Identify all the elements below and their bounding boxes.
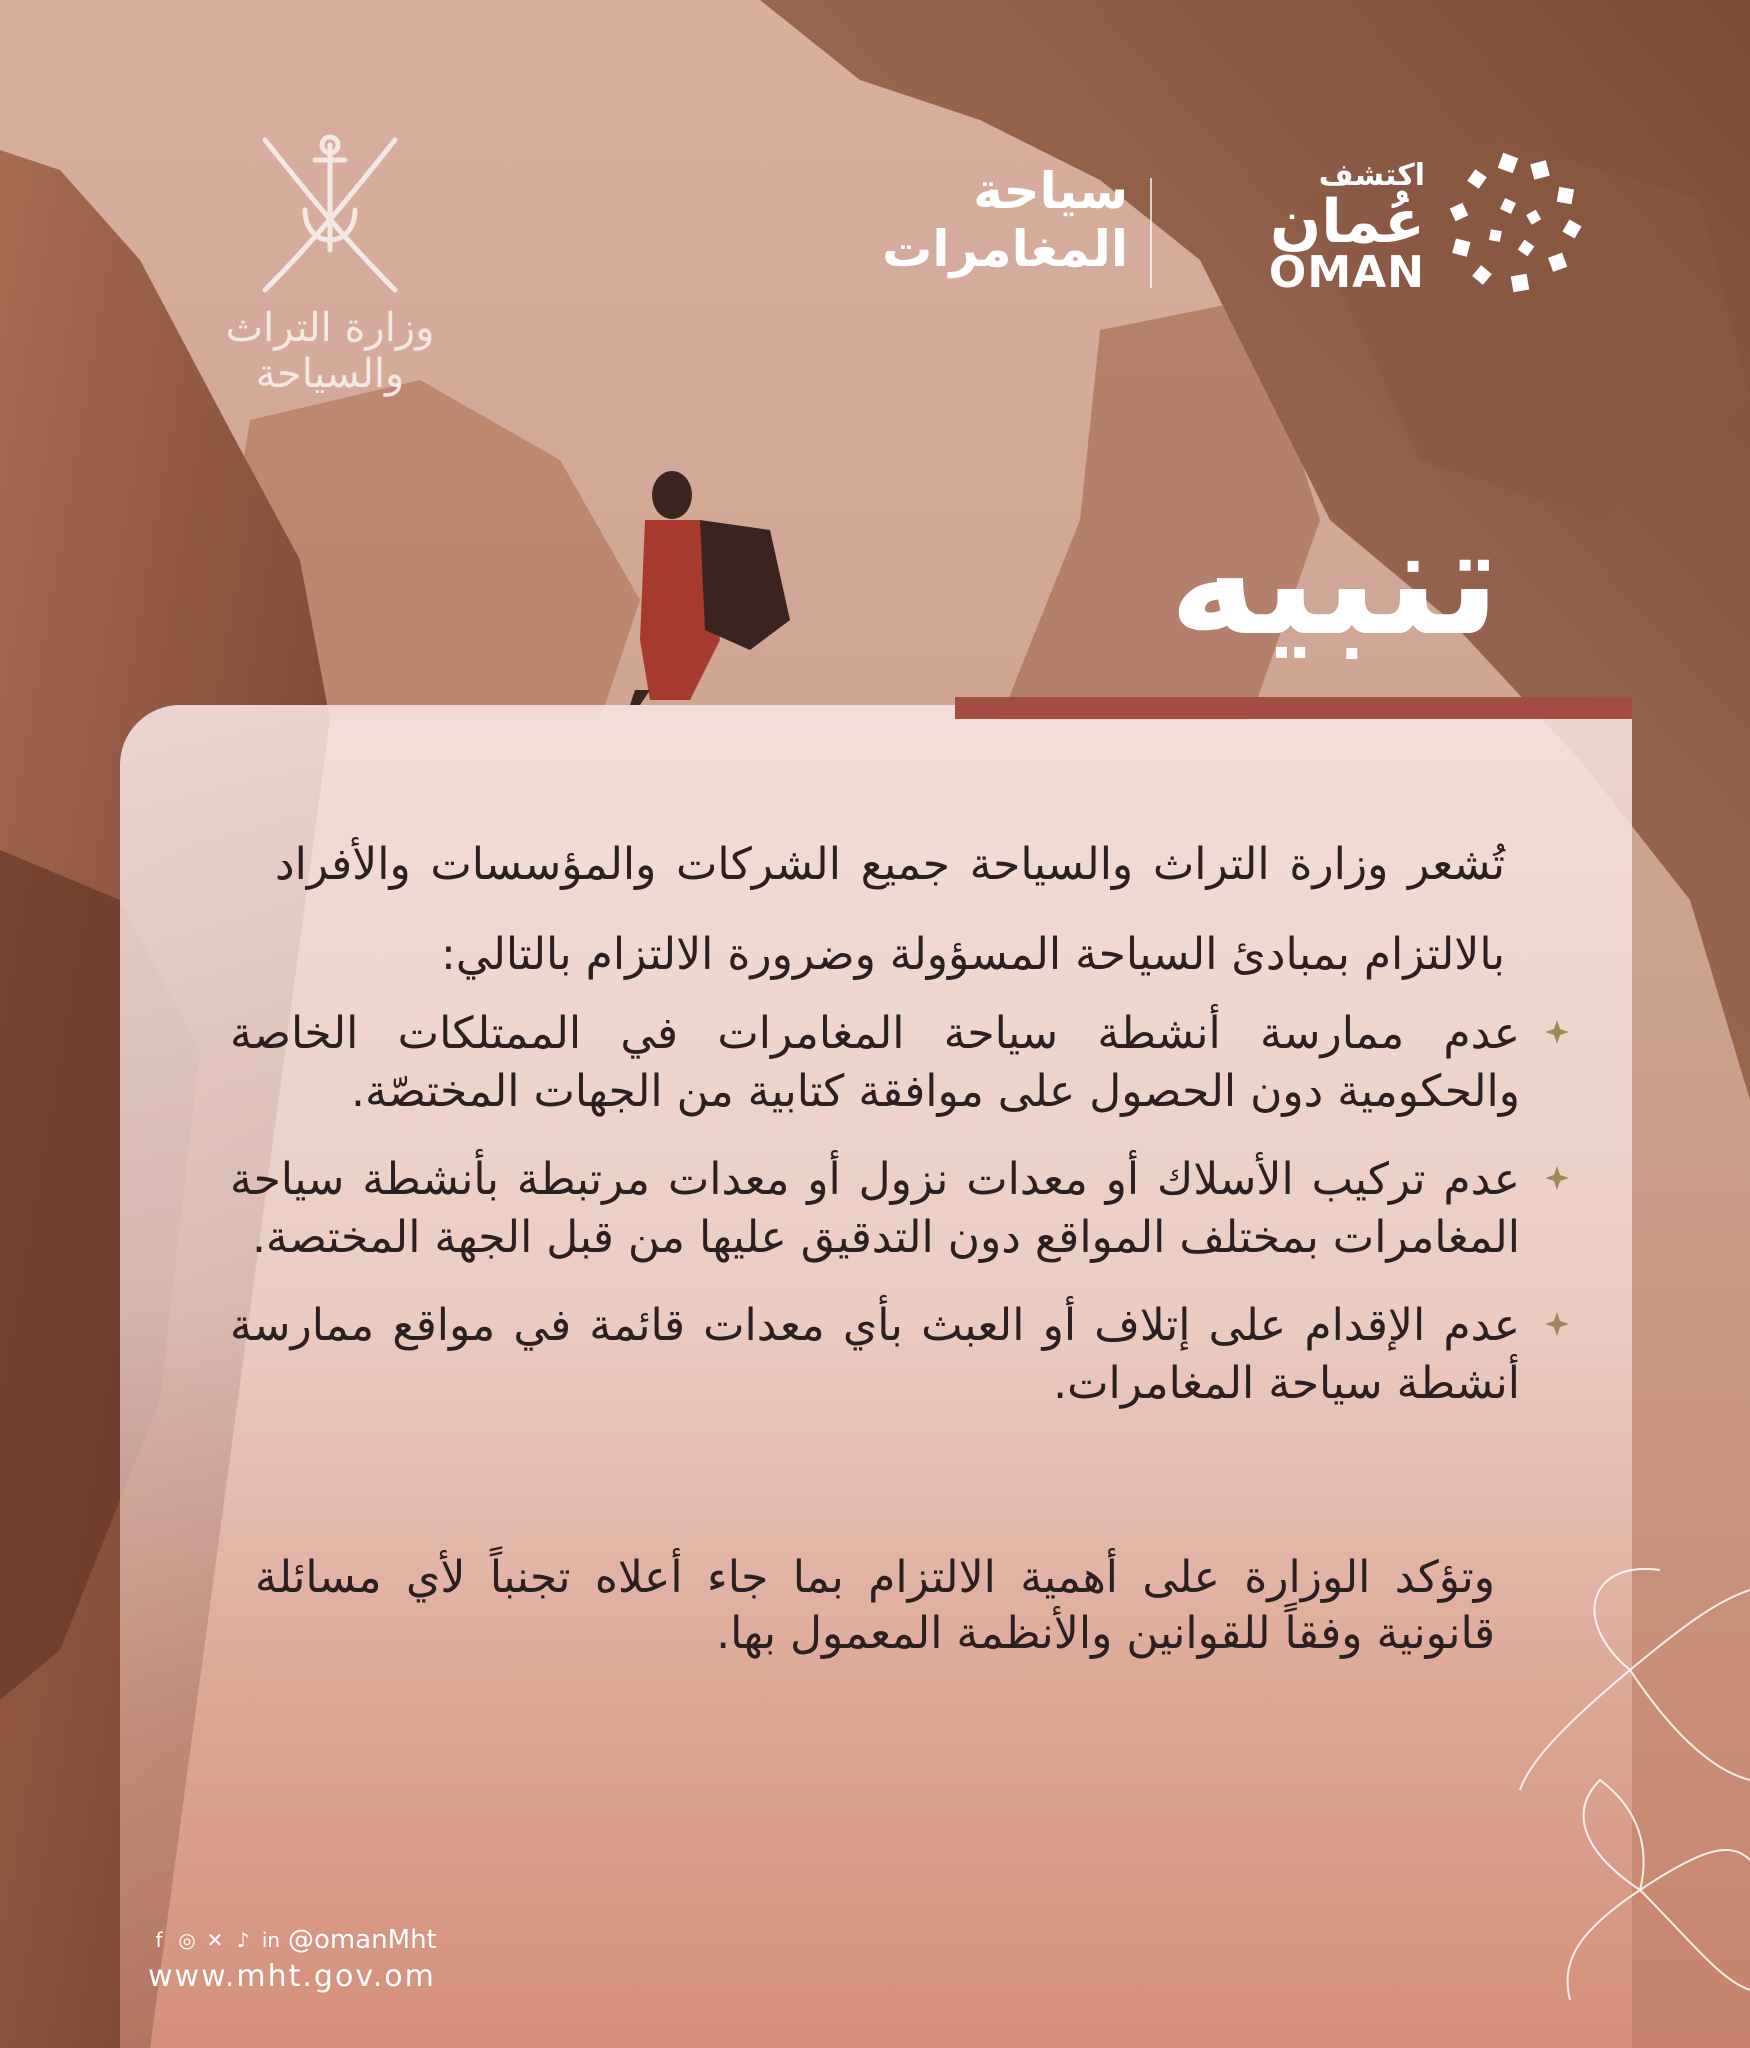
adventure-line-1: سياحة: [973, 162, 1128, 220]
brand-header: [882, 150, 1590, 300]
page-title: تنبيه: [1169, 495, 1500, 669]
brand-kicker: اكتشف: [1318, 158, 1425, 193]
star-bullet-icon: [1544, 1311, 1570, 1337]
star-bullet-icon: [1544, 1019, 1570, 1045]
list-item-text: عدم الإقدام على إتلاف أو العبث بأي معدات قائمة في مواقع ممارسة أنشطة سياحة المغامرات.: [230, 1300, 1520, 1409]
adventure-tourism-logo: [828, 150, 1128, 300]
ministry-emblem: [180, 130, 480, 397]
list-item: [230, 1151, 1520, 1267]
social-links: [148, 1925, 437, 1955]
discover-oman-wordmark: [1268, 158, 1425, 298]
list-item-text: عدم تركيب الأسلاك أو معدات نزول أو معدات مرتبطة بأنشطة سياحة المغامرات بمختلف المواقع دون التدقيق عليها من قبل الجهة المختصة.: [230, 1154, 1520, 1263]
linkedin-icon[interactable]: in: [261, 1928, 281, 1952]
brand-divider: [1150, 178, 1152, 288]
adventure-line-2: المغامرات: [882, 220, 1128, 278]
brand-arabic-name: عُمان: [1270, 187, 1425, 257]
list-item: [230, 1005, 1520, 1121]
instagram-icon[interactable]: ◎: [178, 1928, 196, 1952]
x-icon[interactable]: ✕: [206, 1928, 224, 1952]
khanjar-swords-icon: [245, 130, 415, 300]
website-link[interactable]: www.mht.gov.om: [148, 1959, 436, 1994]
footer: [148, 1925, 437, 1994]
discover-oman-logo-icon: [1440, 150, 1590, 300]
star-bullet-icon: [1544, 1165, 1570, 1191]
rules-list: [230, 1005, 1520, 1443]
brand-latin-name: OMAN: [1268, 247, 1425, 298]
list-item: [230, 1297, 1520, 1413]
intro-paragraph: تُشعر وزارة التراث والسياحة جميع الشركات والمؤسسات والأفراد بالالتزام بمبادئ السياحة المسؤولة وضرورة الالتزام بالتالي:: [275, 839, 1505, 980]
closing-paragraph: وتؤكد الوزارة على أهمية الالتزام بما جاء أعلاه تجنباً لأي مسائلة قانونية وفقاً للقوانين والأنظمة المعمول بها.: [255, 1552, 1495, 1659]
ministry-name: وزارة التراث والسياحة: [225, 305, 435, 397]
tiktok-icon[interactable]: ♪: [236, 1928, 250, 1952]
list-item-text: عدم ممارسة أنشطة سياحة المغامرات في الممتلكات الخاصة والحكومية دون الحصول على موافقة كتابية من الجهات المختصّة.: [230, 1008, 1520, 1117]
accent-bar: [955, 697, 1632, 719]
facebook-icon[interactable]: f: [155, 1928, 163, 1952]
social-handle[interactable]: @omanMht: [288, 1925, 437, 1955]
floral-pattern-icon: [1510, 1560, 1750, 2048]
